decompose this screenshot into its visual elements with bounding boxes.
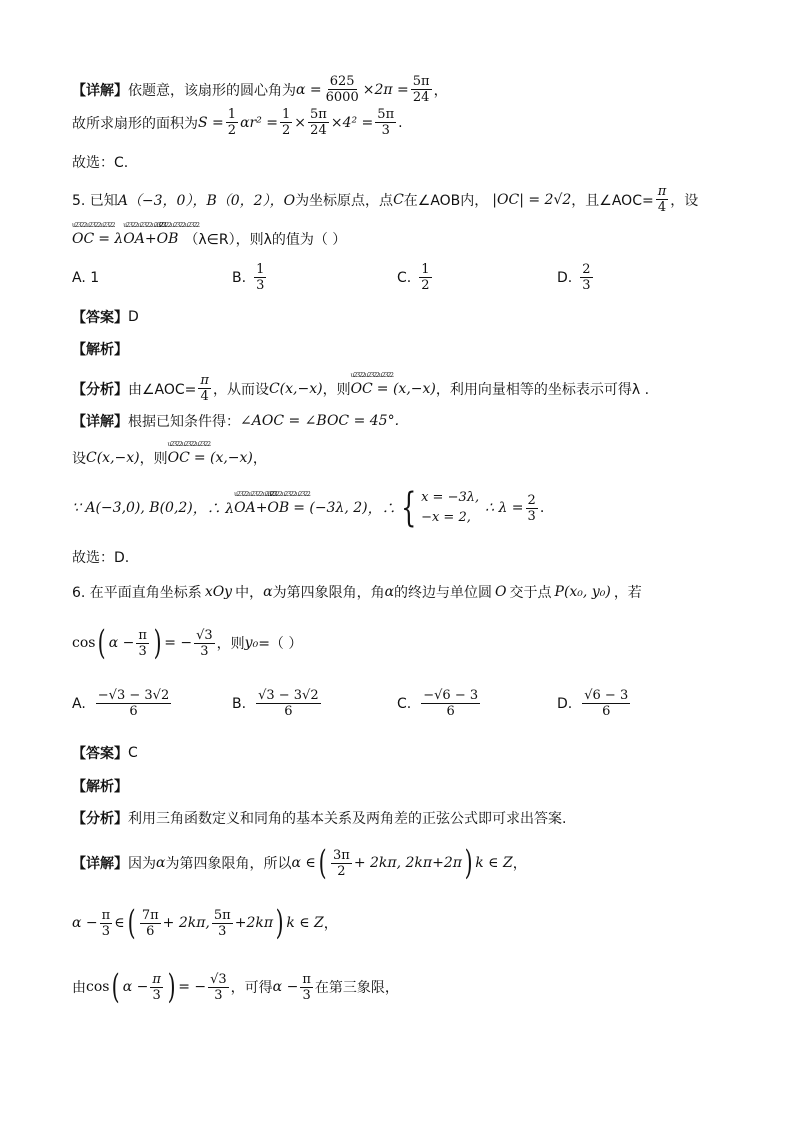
answer-choice-line: 故选：C. <box>72 155 129 171</box>
vector-oc: u2322u2322u2322 OC <box>168 450 190 466</box>
fraction: $\frac{5\pi}{24}$ <box>310 107 327 138</box>
q5-end: 故选：D. <box>72 550 130 566</box>
math: A（−3，0），B（0，2），O <box>117 192 296 209</box>
answer-tag: 【答案】 <box>72 746 128 762</box>
math: × <box>294 114 307 131</box>
math: α − <box>122 979 149 995</box>
q5-option-c <box>397 262 434 293</box>
vector-oc: u2322u2322u2322 OC <box>72 231 94 247</box>
text: （λ∈R），则λ的值为（ ） <box>184 232 347 248</box>
answer-value: D <box>128 309 139 325</box>
left-brace: { <box>400 485 416 531</box>
text: 在∠AOB内， <box>403 192 489 209</box>
math: C(x,−x) <box>86 450 140 466</box>
left-paren: ( <box>98 623 107 663</box>
math: α ∈ <box>291 855 316 871</box>
vector-oa: u2322u2322u2322 OA <box>234 500 256 516</box>
detail-tag: 【详解】 <box>72 82 128 99</box>
q6-detail-line-2 <box>72 903 338 943</box>
option-label: D. <box>557 269 573 286</box>
math: + <box>255 500 268 516</box>
solution-line-2 <box>72 107 403 138</box>
fraction: $\frac{3\pi}{2}$ <box>333 847 350 879</box>
q6-option-a <box>72 688 173 719</box>
fraction: $\frac{√3}{3}$ <box>196 627 213 659</box>
math: ，∴ <box>367 501 396 517</box>
text: 由 <box>72 980 86 996</box>
q5-detail-line-2 <box>72 448 267 468</box>
detail-tag: 【详解】 <box>72 856 128 872</box>
fraction: $\frac{1}{3}$ <box>256 262 265 293</box>
math: cos <box>86 979 110 995</box>
q6-analysis <box>72 808 566 828</box>
option-label: B. <box>232 695 247 712</box>
math: = (−3λ, 2) <box>293 500 368 516</box>
vector-oc: u2322u2322u2322 OC <box>351 381 373 397</box>
math: ∈ <box>114 915 125 931</box>
vector-ob: u2322u2322u2322 OB <box>157 231 179 247</box>
fraction: $\frac{5\pi}{3}$ <box>377 107 395 138</box>
q6-stem-line-1 <box>72 582 642 602</box>
fraction: $\frac{\pi}{3}$ <box>152 971 161 1003</box>
left-paren: ( <box>112 967 121 1007</box>
q5-option-b <box>232 262 268 293</box>
math: α − <box>108 635 135 651</box>
text: ， <box>323 916 338 932</box>
text: ， <box>512 856 527 872</box>
fraction: $\frac{\pi}{3}$ <box>138 627 147 659</box>
text: 在第三象限， <box>314 980 399 996</box>
text: =（ ） <box>258 636 303 652</box>
text: 依题意，该扇形的圆心角为 <box>128 82 296 99</box>
text: ，且∠AOC= <box>571 192 654 209</box>
fraction: $\frac{\pi}{3}$ <box>101 907 111 939</box>
fraction: $\frac{2}{3}$ <box>582 262 591 293</box>
q6-analysis-tag: 【解析】 <box>72 779 128 795</box>
analysis-tag: 【分析】 <box>72 811 128 827</box>
q5-option-a <box>72 270 99 286</box>
text: 为第四象限角，所以 <box>165 856 292 872</box>
math: α − <box>272 979 299 995</box>
text: ，则 <box>139 451 168 467</box>
math: = (x,−x) <box>193 450 253 466</box>
q6-stem-line-2 <box>72 623 303 663</box>
math: cos <box>72 635 96 651</box>
fraction: $\frac{2}{3}$ <box>527 492 536 524</box>
right-paren: ) <box>275 903 284 943</box>
option-label: B. <box>232 269 247 286</box>
fraction: $\frac{625}{6000}$ <box>325 74 359 105</box>
vector-oa: u2322u2322u2322 OA <box>123 231 145 247</box>
option-label: C. <box>397 695 412 712</box>
math: S = <box>198 114 224 131</box>
math: y₀ <box>244 635 259 651</box>
fraction: $\frac{7\pi}{6}$ <box>141 907 159 939</box>
analysis-tag: 【分析】 <box>72 381 128 398</box>
text: 为坐标原点，点 <box>295 192 394 209</box>
text: ，设 <box>670 192 699 209</box>
math: + 2kπ, 2kπ+2π <box>353 855 462 871</box>
text: 交于点 <box>509 585 552 601</box>
math: ∠AOC = ∠BOC = 45°. <box>240 413 400 429</box>
q5-stem-line-1 <box>72 184 698 215</box>
math: xOy <box>204 584 233 600</box>
text: ，利用向量相等的坐标表示可得λ . <box>435 381 650 398</box>
text: 的终边与单位圆 <box>394 585 493 601</box>
option-label: D. <box>557 695 573 712</box>
math: α − <box>72 915 98 931</box>
q6-answer <box>72 743 138 763</box>
q6-option-d <box>557 688 632 719</box>
fraction: $\frac{-√3 - 3√2}{6}$ <box>97 688 170 719</box>
math: = (x,−x) <box>376 380 436 397</box>
fraction: $\frac{\pi}{3}$ <box>302 971 311 1003</box>
option-label: A. 1 <box>72 270 100 286</box>
q5-stem-line-2 <box>72 229 346 249</box>
math: k ∈ Z <box>286 915 324 931</box>
math: α <box>156 855 166 871</box>
solution-line-1 <box>72 74 448 105</box>
math: |OC| = 2√2 <box>492 191 572 208</box>
option-label: A. <box>72 695 86 712</box>
fraction: $\frac{1}{2}$ <box>227 107 237 138</box>
math: = − <box>164 635 193 651</box>
text: 为第四象限角，角 <box>272 585 385 601</box>
text: 中， <box>235 585 264 601</box>
text: 故所求扇形的面积为 <box>72 115 198 132</box>
math: ×2π = <box>362 81 409 98</box>
right-paren: ) <box>464 843 473 883</box>
fraction: $\frac{\pi}{4}$ <box>200 373 209 404</box>
fraction: $\frac{1}{2}$ <box>421 262 430 293</box>
math: + <box>144 231 157 247</box>
math: ，∴ λ <box>192 501 235 517</box>
text: . <box>539 500 545 516</box>
equation-system: x = −3λ, −x = 2, <box>421 490 480 525</box>
fraction: $\frac{-√6 - 3}{6}$ <box>423 688 479 719</box>
text: 因为 <box>128 856 156 872</box>
math: C <box>393 191 404 208</box>
fraction: $\frac{√6 - 3}{6}$ <box>584 688 629 719</box>
math: ∴ λ = <box>485 500 524 516</box>
math: αr² = <box>240 114 279 131</box>
text: ，则 <box>322 381 351 398</box>
math: = λ <box>98 231 124 247</box>
math: O <box>495 584 507 600</box>
math: C(x,−x) <box>268 380 323 397</box>
left-paren: ( <box>318 843 327 883</box>
right-paren: ) <box>167 967 176 1007</box>
q6-detail-line-3 <box>72 967 399 1007</box>
q5-option-d <box>557 262 595 293</box>
q5-detail <box>72 411 399 431</box>
math: = − <box>178 979 207 995</box>
text: ，则 <box>216 636 245 652</box>
text: 利用三角函数定义和同角的基本关系及两角差的正弦公式即可求出答案. <box>128 811 567 827</box>
math: α <box>263 584 273 600</box>
text: ，可得 <box>230 980 273 996</box>
text: ， <box>252 451 267 467</box>
math: ×4² = <box>330 114 374 131</box>
q5-answer <box>72 307 139 327</box>
q5-analysis <box>72 373 649 404</box>
right-paren: ) <box>153 623 162 663</box>
text: ，从而设 <box>212 381 269 398</box>
fraction: $\frac{\pi}{4}$ <box>657 184 667 215</box>
detail-tag: 【详解】 <box>72 414 128 430</box>
text: ，若 <box>613 585 642 601</box>
q5-analysis-tag: 【解析】 <box>72 342 128 358</box>
q6-option-c <box>397 688 482 719</box>
text: 设 <box>72 451 86 467</box>
text: 由∠AOC= <box>128 381 197 398</box>
fraction: $\frac{1}{2}$ <box>282 107 291 138</box>
left-paren: ( <box>127 903 136 943</box>
math: + 2kπ, <box>162 915 210 931</box>
text: 6. 在平面直角坐标系 <box>72 585 202 601</box>
answer-value: C <box>128 745 138 761</box>
math: α = <box>296 81 322 98</box>
fraction: $\frac{5\pi}{3}$ <box>213 907 231 939</box>
fraction: $\frac{5\pi}{24}$ <box>412 74 430 105</box>
text: ， <box>433 82 448 99</box>
math: +2kπ <box>234 915 274 931</box>
text: 5. 已知 <box>72 192 118 209</box>
option-label: C. <box>397 269 412 286</box>
q6-detail-line-1 <box>72 843 527 883</box>
vector-ob: u2322u2322u2322 OB <box>267 500 289 516</box>
text: 根据已知条件得： <box>128 414 240 430</box>
fraction: $\frac{√3}{3}$ <box>210 971 227 1003</box>
math: P(x₀, y₀) <box>554 584 611 600</box>
answer-tag: 【答案】 <box>72 310 128 326</box>
q6-option-b <box>232 688 323 719</box>
math: α <box>384 584 395 600</box>
text: . <box>398 114 403 131</box>
math: ∵ A(−3,0), B(0,2) <box>72 500 193 516</box>
fraction: $\frac{√3 - 3√2}{6}$ <box>258 688 319 719</box>
math: k ∈ Z <box>475 855 513 871</box>
q5-detail-line-3 <box>72 485 545 531</box>
